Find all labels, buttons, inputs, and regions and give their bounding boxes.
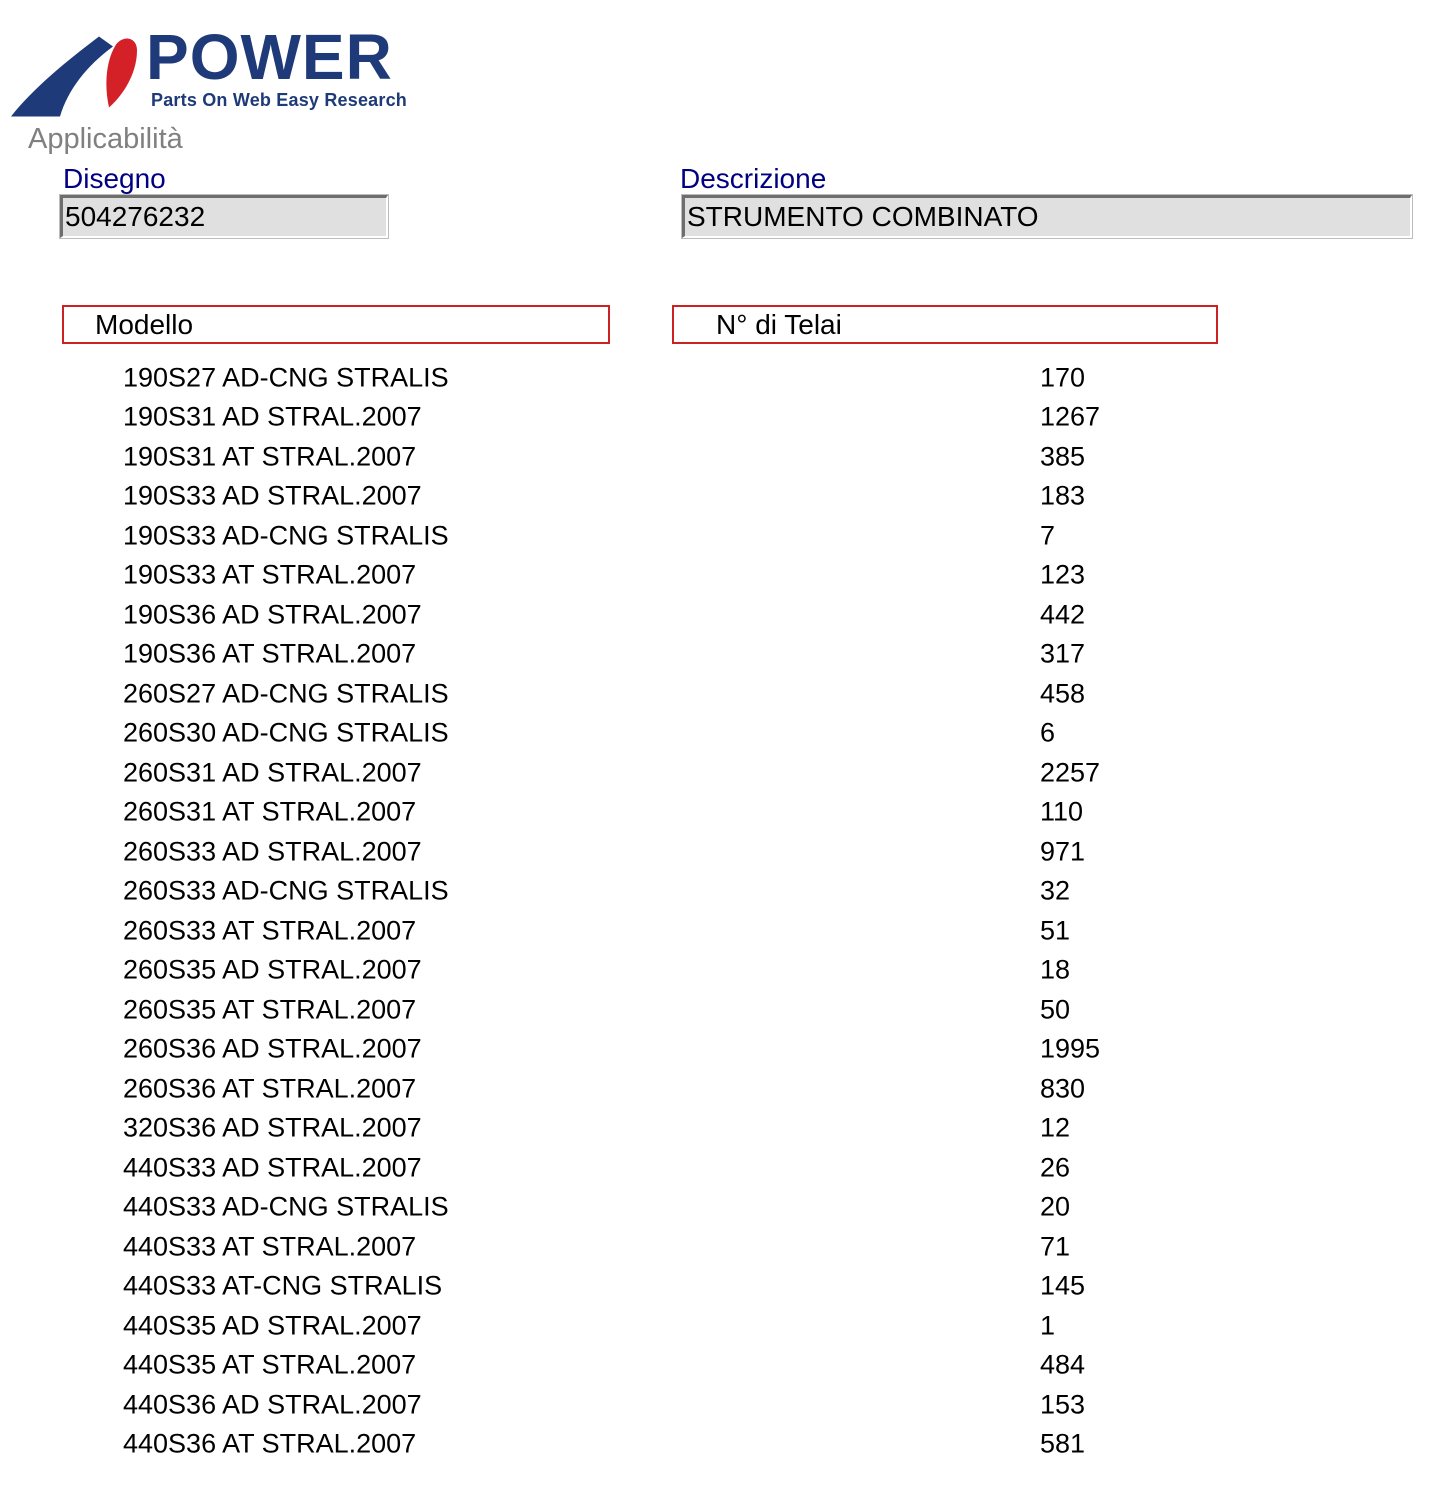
applicability-table [0,358,1445,1464]
chassis-count-cell: 458 [1040,678,1086,709]
model-cell: 440S33 AD-CNG STRALIS [123,1191,449,1222]
chassis-count-cell: 51 [1040,915,1071,946]
table-row [0,1188,1445,1228]
model-cell: 440S33 AD STRAL.2007 [123,1152,422,1183]
table-row [0,1425,1445,1465]
model-cell: 260S33 AD-CNG STRALIS [123,875,449,906]
column-header-telai-label: N° di Telai [716,308,842,340]
chassis-count-cell: 1 [1040,1310,1056,1341]
model-cell: 260S31 AD STRAL.2007 [123,757,422,788]
model-cell: 320S36 AD STRAL.2007 [123,1112,422,1143]
disegno-field[interactable] [60,195,388,238]
model-cell: 190S27 AD-CNG STRALIS [123,362,449,393]
logo-tagline: Parts On Web Easy Research [151,90,407,110]
descrizione-field[interactable] [682,195,1412,238]
table-row [0,753,1445,793]
table-row [0,1306,1445,1346]
table-row [0,990,1445,1030]
model-cell: 190S33 AT STRAL.2007 [123,559,417,590]
model-cell: 440S35 AT STRAL.2007 [123,1349,417,1380]
chassis-count-cell: 26 [1040,1152,1071,1183]
model-cell: 260S36 AD STRAL.2007 [123,1033,422,1064]
table-row [0,1148,1445,1188]
column-header-telai [672,305,1218,344]
chassis-count-cell: 50 [1040,994,1071,1025]
model-cell: 440S35 AD STRAL.2007 [123,1310,422,1341]
table-row [0,1227,1445,1267]
table-row [0,714,1445,754]
power-swoosh-icon [10,32,143,118]
table-row [0,832,1445,872]
table-row [0,1267,1445,1307]
chassis-count-cell: 123 [1040,559,1086,590]
table-row [0,793,1445,833]
table-row [0,477,1445,517]
disegno-label: Disegno [63,163,166,194]
chassis-count-cell: 6 [1040,717,1056,748]
chassis-count-cell: 1267 [1040,401,1101,432]
table-row [0,1069,1445,1109]
chassis-count-cell: 18 [1040,954,1071,985]
table-row [0,951,1445,991]
model-cell: 260S35 AD STRAL.2007 [123,954,422,985]
table-row [0,911,1445,951]
model-cell: 260S33 AD STRAL.2007 [123,836,422,867]
model-cell: 260S36 AT STRAL.2007 [123,1073,417,1104]
model-cell: 260S27 AD-CNG STRALIS [123,678,449,709]
model-cell: 440S36 AD STRAL.2007 [123,1389,422,1420]
table-row [0,437,1445,477]
model-cell: 260S33 AT STRAL.2007 [123,915,417,946]
chassis-count-cell: 7 [1040,520,1056,551]
chassis-count-cell: 2257 [1040,757,1101,788]
model-cell: 260S35 AT STRAL.2007 [123,994,417,1025]
chassis-count-cell: 484 [1040,1349,1086,1380]
logo-title: POWER [146,21,393,93]
model-cell: 440S36 AT STRAL.2007 [123,1428,417,1459]
table-row [0,595,1445,635]
chassis-count-cell: 153 [1040,1389,1086,1420]
model-cell: 190S36 AT STRAL.2007 [123,638,417,669]
model-cell: 190S36 AD STRAL.2007 [123,599,422,630]
model-cell: 190S33 AD-CNG STRALIS [123,520,449,551]
descrizione-label: Descrizione [680,163,827,194]
model-cell: 190S31 AT STRAL.2007 [123,441,417,472]
page-title: Applicabilità [28,123,183,155]
model-cell: 440S33 AT-CNG STRALIS [123,1270,443,1301]
chassis-count-cell: 1995 [1040,1033,1101,1064]
model-cell: 440S33 AT STRAL.2007 [123,1231,417,1262]
model-cell: 260S31 AT STRAL.2007 [123,796,417,827]
model-cell: 190S33 AD STRAL.2007 [123,480,422,511]
chassis-count-cell: 830 [1040,1073,1086,1104]
chassis-count-cell: 385 [1040,441,1086,472]
chassis-count-cell: 170 [1040,362,1086,393]
table-row [0,635,1445,675]
table-row [0,872,1445,912]
chassis-count-cell: 71 [1040,1231,1071,1262]
table-row [0,674,1445,714]
chassis-count-cell: 110 [1040,796,1084,827]
chassis-count-cell: 12 [1040,1112,1071,1143]
column-header-modello [62,305,610,344]
model-cell: 190S31 AD STRAL.2007 [123,401,422,432]
table-row [0,1109,1445,1149]
column-header-modello-label: Modello [95,308,194,340]
table-row [0,1030,1445,1070]
table-row [0,1346,1445,1386]
chassis-count-cell: 581 [1040,1428,1086,1459]
chassis-count-cell: 317 [1040,638,1086,669]
chassis-count-cell: 183 [1040,480,1086,511]
table-row [0,516,1445,556]
chassis-count-cell: 971 [1040,836,1086,867]
chassis-count-cell: 442 [1040,599,1086,630]
chassis-count-cell: 32 [1040,875,1071,906]
power-logo [10,21,430,120]
table-row [0,1385,1445,1425]
chassis-count-cell: 145 [1040,1270,1086,1301]
model-cell: 260S30 AD-CNG STRALIS [123,717,449,748]
table-row [0,398,1445,438]
chassis-count-cell: 20 [1040,1191,1071,1222]
table-row [0,358,1445,398]
table-row [0,556,1445,596]
